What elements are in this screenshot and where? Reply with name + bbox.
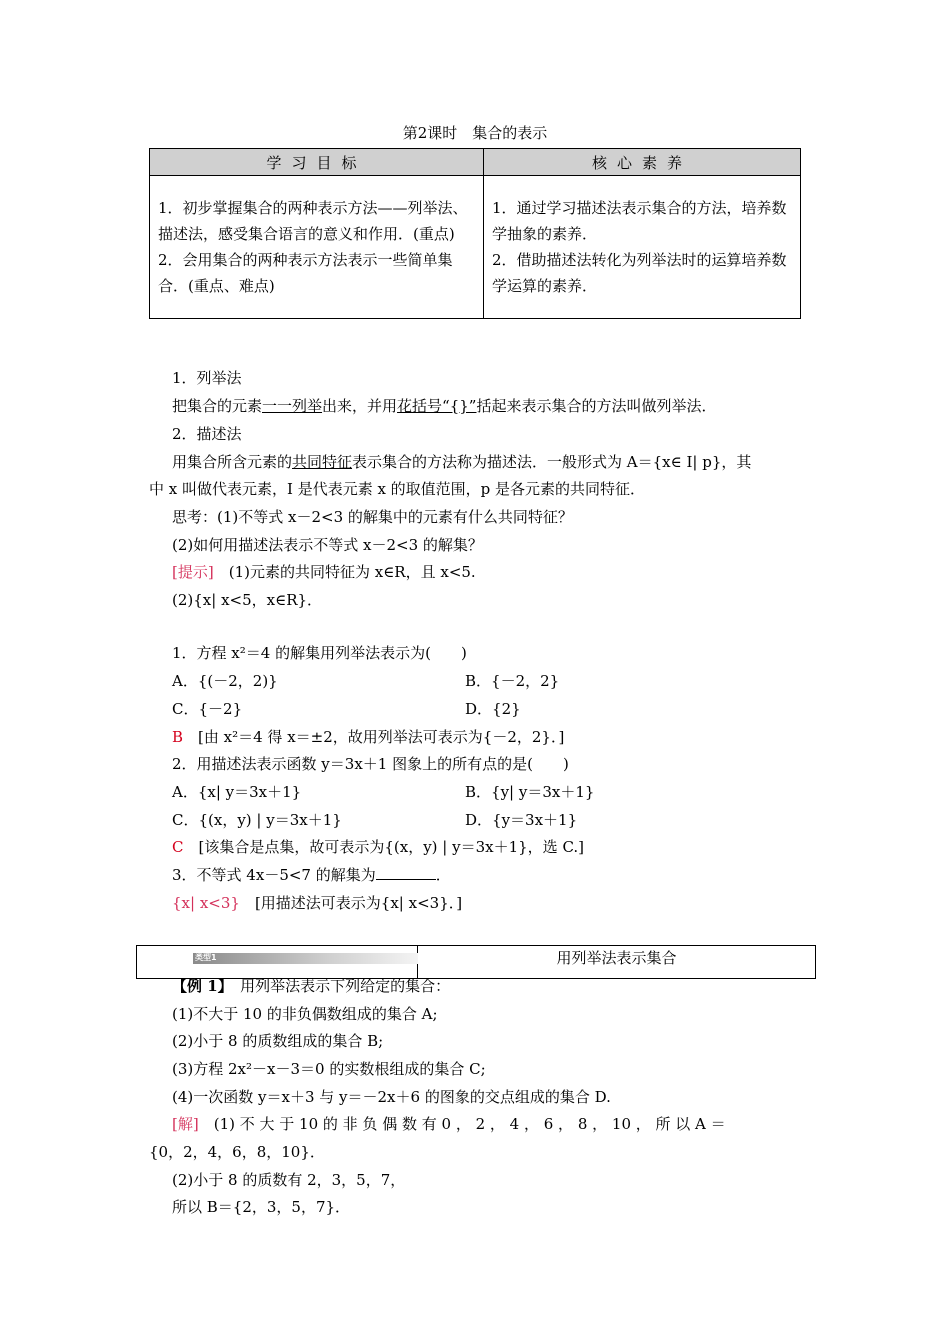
hint-text: (1)元素的共同特征为 x∈R，且 x<5. [213,563,476,581]
q2-option-c: C．{(x，y) | y＝3x＋1} [172,811,342,829]
type-tag-cell [137,946,418,978]
core-literacy-2: 2．借助描述法转化为列举法时的运算培养数学运算的素养． [492,251,787,295]
q1-option-a: A．{(－2，2)} [172,672,278,690]
solution-line-3: 所以 B＝{2，3，5，7}． [172,1198,351,1216]
solution-line-1b: {0，2，4，6，8，10}． [149,1143,325,1161]
objectives-table [149,148,801,319]
header-core-literacy: 核心素养 [484,149,801,176]
question-2: 2．用描述法表示函数 y＝3x＋1 图象上的所有点的是( ) [172,755,569,773]
description-definition-cont: 中 x 叫做代表元素，I 是代表元素 x 的取值范围，p 是各元素的共同特征． [149,480,646,498]
heading-enumeration: 1．列举法 [172,369,242,387]
type-tag-label: 类型1 [195,953,217,962]
answer-3 [172,892,462,914]
q1-option-d: D．{2} [465,700,521,718]
learning-goal-1: 1．初步掌握集合的两种表示方法——列举法、描述法，感受集合语言的意义和作用．(重点) [158,199,468,243]
learning-goal-2: 2．会用集合的两种表示方法表示一些简单集合．(重点、难点) [158,251,453,295]
solution-label: [解] [172,1115,199,1133]
underlined-term: 共同特征 [292,453,353,471]
text-fragment: 把集合的元素 [172,397,263,415]
hint-line-2: (2){x| x<5，x∈R}． [172,591,323,609]
example-item-3: (3)方程 2x²－x－3＝0 的实数根组成的集合 C; [172,1060,486,1078]
example-text: 用列举法表示下列给定的集合： [225,977,451,995]
answer-blank [376,865,436,880]
header-learning-goals: 学习目标 [150,149,484,176]
q2-option-a: A．{x| y＝3x＋1} [172,783,302,801]
type-title: 用列举法表示集合 [556,949,677,967]
answer-3-label: {x| x<3} [172,894,240,912]
answer-2 [172,836,584,858]
core-literacy-1: 1．通过学习描述法表示集合的方法，培养数学抽象的素养． [492,199,787,243]
answer-1-label: B [172,728,184,746]
answer-1 [172,726,564,748]
answer-3-text: [用描述法可表示为{x| x<3}．] [239,894,463,912]
heading-description: 2．描述法 [172,425,242,443]
question-3 [172,864,451,886]
example-item-1: (1)不大于 10 的非负偶数组成的集合 A; [172,1005,438,1023]
type-heading-box [136,945,816,979]
page-title: 第2课时 集合的表示 [402,124,548,142]
text-fragment: 出来，并用 [322,397,398,415]
example-item-4: (4)一次函数 y＝x＋3 与 y＝－2x＋6 的图象的交点组成的集合 D. [172,1088,611,1106]
text-fragment: 括起来表示集合的方法叫做列举法． [476,397,717,415]
example-item-2: (2)小于 8 的质数组成的集合 B; [172,1032,384,1050]
text-fragment: 表示集合的方法称为描述法．一般形式为 A＝{x∈ I| p}，其 [352,453,752,471]
q2-option-b: B．{y| y＝3x＋1} [465,783,595,801]
answer-2-label: C [172,838,184,856]
example-1-line [172,975,450,997]
q1-option-c: C．{－2} [172,700,243,718]
hint-line [172,561,476,583]
solution-line-2: (2)小于 8 的质数有 2，3，5，7， [172,1171,406,1189]
question-1: 1．方程 x²＝4 的解集用列举法表示为( ) [172,644,467,662]
question-3-end: ． [435,866,451,884]
text-fragment: 用集合所含元素的 [172,453,293,471]
enumeration-definition [172,395,717,417]
hint-label: [提示] [172,563,214,581]
type-tag-bar [193,953,418,964]
solution-text: (1) 不 大 于 10 的 非 负 偶 数 有 0 ， 2 ， 4 ， 6 ， 8 ， 10 ， 所 以 A ＝ [198,1115,726,1133]
description-definition [172,451,751,473]
core-literacy-cell [484,176,801,319]
underlined-term: 一一列举 [262,397,323,415]
q2-option-d: D．{y＝3x＋1} [465,811,578,829]
think-question-2: (2)如何用描述法表示不等式 x－2<3 的解集？ [172,536,483,554]
answer-1-text: [由 x²＝4 得 x＝±2，故用列举法可表示为{－2，2}．] [183,728,565,746]
example-label: 【例 1】 [172,977,226,995]
learning-goals-cell [150,176,484,319]
underlined-term: 花括号“{}” [397,397,477,415]
q1-option-b: B．{－2，2} [465,672,560,690]
solution-line-1 [172,1113,726,1135]
question-3-text: 3．不等式 4x－5<7 的解集为 [172,866,376,884]
answer-2-text: [该集合是点集，故可表示为{(x，y) | y＝3x＋1}，选 C.] [183,838,585,856]
think-question-1: 思考：(1)不等式 x－2<3 的解集中的元素有什么共同特征？ [172,508,573,526]
